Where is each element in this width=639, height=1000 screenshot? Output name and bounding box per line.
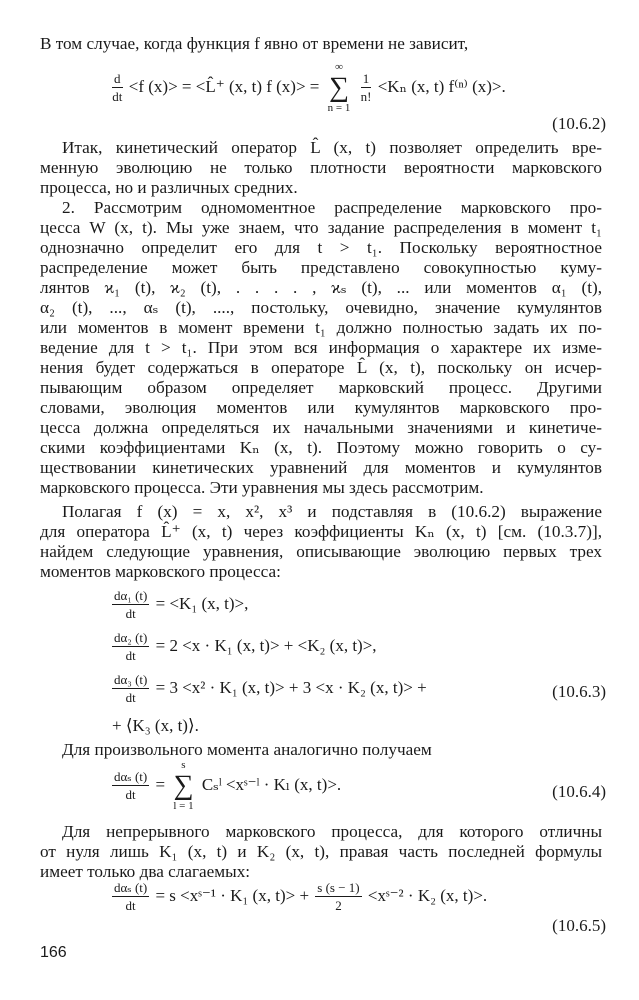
page-number: 166	[40, 944, 67, 961]
eq-10-6-2-lhs: <f (x)> = <L̂⁺ (x, t) f (x)> =	[128, 76, 320, 96]
summation-symbol: s ∑ l = 1	[173, 759, 194, 812]
d-dt-fraction: $\frac{d}{dt}$	[112, 71, 123, 104]
equation-10-6-4: $\frac{\text{dαₛ (t)}}{dt}$ = s ∑ l = 1 Cₛˡ <xˢ⁻ˡ · Kₗ (x, t)>.	[114, 759, 342, 812]
text-line-12: ведение для t > t₁. При этом вся информация о характере их изме-	[40, 338, 602, 357]
text-line-21: для оператора L̂⁺ (x, t) через коэффициенты Kₙ (x, t) [см. (10.3.7)],	[40, 522, 602, 541]
equation-alpha2: $\frac{\text{dα₂ (t)}}{dt}$ = 2 <x · K₁ (x, t)> + <K₂ (x, t)>,	[114, 630, 377, 663]
equation-number: (10.6.2)	[552, 114, 606, 133]
text-line-6: цесса W (x, t). Мы уже знаем, что задание распределения в момент t₁	[40, 218, 602, 237]
text-line-10: α₂ (t), ..., αₛ (t), ...., постольку, очевидно, значение кумулянтов	[40, 298, 602, 317]
text-line-26: от нуля лишь K₁ (x, t) и K₂ (x, t), правая часть последней формулы	[40, 842, 602, 861]
text-line-4: процесса, но и различных средних.	[40, 178, 298, 197]
text-line-22: найдем следующие уравнения, описывающие эволюцию первых трех	[40, 542, 602, 561]
text-line-24: Для произвольного момента аналогично получаем	[62, 740, 432, 759]
text-line-18: ществовании кинетических уравнений для моментов и кумулянтов	[40, 458, 602, 477]
text-line-25: Для непрерывного марковского процесса, для которого отличны	[62, 822, 602, 841]
text-line-20: Полагая f (x) = x, x², x³ и подставляя в (10.6.2) выражение	[62, 502, 602, 521]
text-line-8: распределение может быть представлено совокупностью куму-	[40, 258, 602, 277]
one-over-nfact: $\frac{1}{n!}$	[360, 71, 372, 104]
equation-number: (10.6.5)	[552, 916, 606, 935]
text-line-11: или моментов в момент времени t₁ должно полностью задать их по-	[40, 318, 602, 337]
eq-10-6-2-rhs: <Kₙ (x, t) f⁽ⁿ⁾ (x)>.	[377, 76, 506, 96]
text-line-5: 2. Рассмотрим одномоментное распределение марковского про-	[62, 198, 602, 217]
summation-symbol: ∞ ∑ n = 1	[327, 61, 351, 114]
equation-number: (10.6.4)	[552, 782, 606, 801]
equation-alpha3: $\frac{\text{dα₃ (t)}}{dt}$ = 3 <x² · K₁ (x, t)> + 3 <x · K₂ (x, t)> +	[114, 672, 427, 705]
text-line-9: лянтов ϰ₁ (t), ϰ₂ (t), . . . . , ϰₛ (t), ... или моментов α₁ (t),	[40, 278, 602, 297]
text-line-14: пывающим образом определяет марковский процесс. Другими	[40, 378, 602, 397]
text-line-1: В том случае, когда функция f явно от времени не зависит,	[40, 34, 469, 53]
text-line-23: моментов марковского процесса:	[40, 562, 281, 581]
equation-number: (10.6.3)	[552, 682, 606, 701]
equation-alpha3-continued: + ⟨K₃ (x, t)⟩.	[112, 716, 199, 735]
text-line-3: менную эволюцию не только плотности вероятности марковского	[40, 158, 602, 177]
text-line-13: нения будет содержаться в операторе L̂ (x, t), поскольку он исчер-	[40, 358, 602, 377]
text-line-2: Итак, кинетический оператор L̂ (x, t) позволяет определить вре-	[62, 138, 602, 157]
text-line-17: скими коэффициентами Kₙ (x, t). Поэтому можно говорить о су-	[40, 438, 602, 457]
text-line-19: марковского процесса. Эти уравнения мы здесь рассмотрим.	[40, 478, 484, 497]
equation-10-6-2	[110, 62, 506, 114]
text-line-15: словами, эволюция моментов или кумулянтов марковского про-	[40, 398, 602, 417]
equation-alpha1: $\frac{\text{dα₁ (t)}}{dt}$ = <K₁ (x, t)>,	[114, 588, 249, 621]
text-line-27: имеет только два слагаемых:	[40, 862, 251, 881]
text-line-7: однозначно определит его для t > t₁. Поскольку вероятностное	[40, 238, 602, 257]
equation-10-6-5: $\frac{\text{dαₛ (t)}}{dt}$ = s <xˢ⁻¹ · K₁ (x, t)> + $\frac{s (s - 1)}{2}$ <xˢ⁻² · K₂ (x, t)>.	[114, 880, 488, 913]
text-line-16: цесса должна определяться их начальными значениями и кинетиче-	[40, 418, 602, 437]
